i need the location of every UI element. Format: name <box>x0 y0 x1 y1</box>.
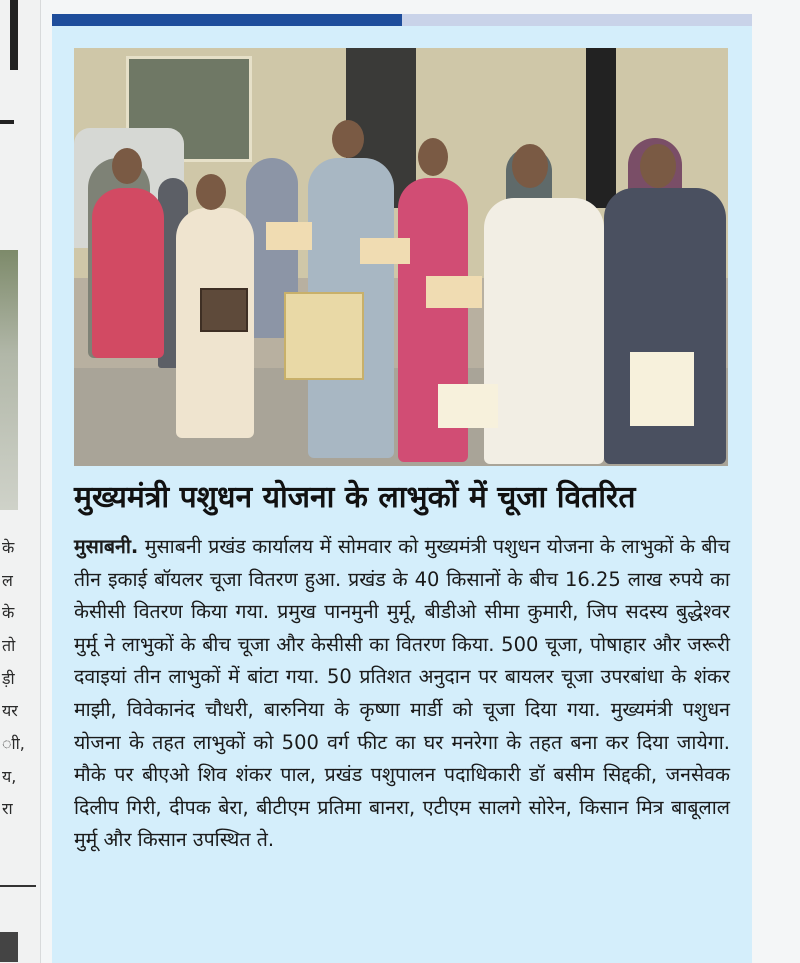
column-rule-bottom <box>0 885 36 887</box>
photo-head <box>512 144 548 188</box>
text-fragment: ल <box>2 571 13 590</box>
adjacent-photo-fragment <box>0 250 18 510</box>
text-fragment: यर <box>2 701 18 720</box>
article-body-text: मुसाबनी प्रखंड कार्यालय में सोमवार को मुख्यमंत्री पशुधन योजना के लाभुकों के बीच तीन इकाई बॉयलर चूजा वितरण हुआ. प्रखंड के 40 किसानों के बीच 16.25 लाख रुपये का केसीसी वितरण किया गया. प्रमुख पानमुनी मुर्मू, बीडीओ सीमा कुमारी, जिप सदस्य बुद्धेश्वर मुर्मू ने लाभुकों के बीच चूजा और केसीसी का वितरण किया. 500 चूजा, पोषाहार और जरूरी दवाइयां तीन लाभुकों में बांटा गया. 50 प्रतिशत अनुदान पर बायलर चूजा उपरबांधा के शंकर माझी, विवेकानंद चौधरी, बारुनिया के कृष्णा मार्डी को चूजा दिया गया. मुख्यमंत्री पशुधन योजना के तहत लाभुकों को 500 वर्ग फीट का घर मनरेगा के तहत बना कर दिया जायेगा. मौके पर बीएओ शिव शंकर पाल, प्रखंड पशुपालन पदाधिकारी डॉ बसीम सिद्दकी, जनसेवक दिलीप गिरी, दीपक बेरा, बीटीएम प्रतिमा बानरा, एटीएम सालगे सोरेन, किसान मित्र बाबूलाल मुर्मू और किसान उपस्थित ते. <box>74 535 730 852</box>
article-photo <box>74 48 728 466</box>
photo-envelope <box>426 276 482 308</box>
photo-pillar <box>586 48 616 208</box>
column-rule <box>10 0 18 70</box>
photo-paper <box>438 384 498 428</box>
text-fragment: के <box>2 603 15 622</box>
section-rule <box>52 14 752 26</box>
adjacent-column <box>0 0 41 963</box>
photo-person-man-white <box>484 198 604 464</box>
photo-paper <box>630 352 694 426</box>
photo-envelope <box>266 222 312 250</box>
photo-head <box>640 144 676 188</box>
photo-head <box>196 174 226 210</box>
photo-person-woman-pink <box>92 188 164 358</box>
photo-head <box>112 148 142 184</box>
text-fragment: ड़ी <box>2 669 15 688</box>
text-fragment: के <box>2 538 15 557</box>
article-headline: मुख्यमंत्री पशुधन योजना के लाभुकों में चूजा वितरित <box>74 480 636 515</box>
column-dash <box>0 120 14 124</box>
section-rule-accent <box>52 14 402 26</box>
article-dateline: मुसाबनी. <box>74 535 139 558</box>
news-article <box>52 14 752 963</box>
text-fragment: तो <box>2 636 16 655</box>
column-mark <box>0 932 18 962</box>
photo-handbag <box>200 288 248 332</box>
photo-head <box>332 120 364 158</box>
text-fragment: रा <box>2 799 13 818</box>
photo-gift-bag <box>284 292 364 380</box>
article-body <box>74 531 730 857</box>
text-fragment: य, <box>2 767 17 786</box>
photo-head <box>418 138 448 176</box>
text-fragment: ाी, <box>2 734 25 753</box>
photo-envelope <box>360 238 410 264</box>
